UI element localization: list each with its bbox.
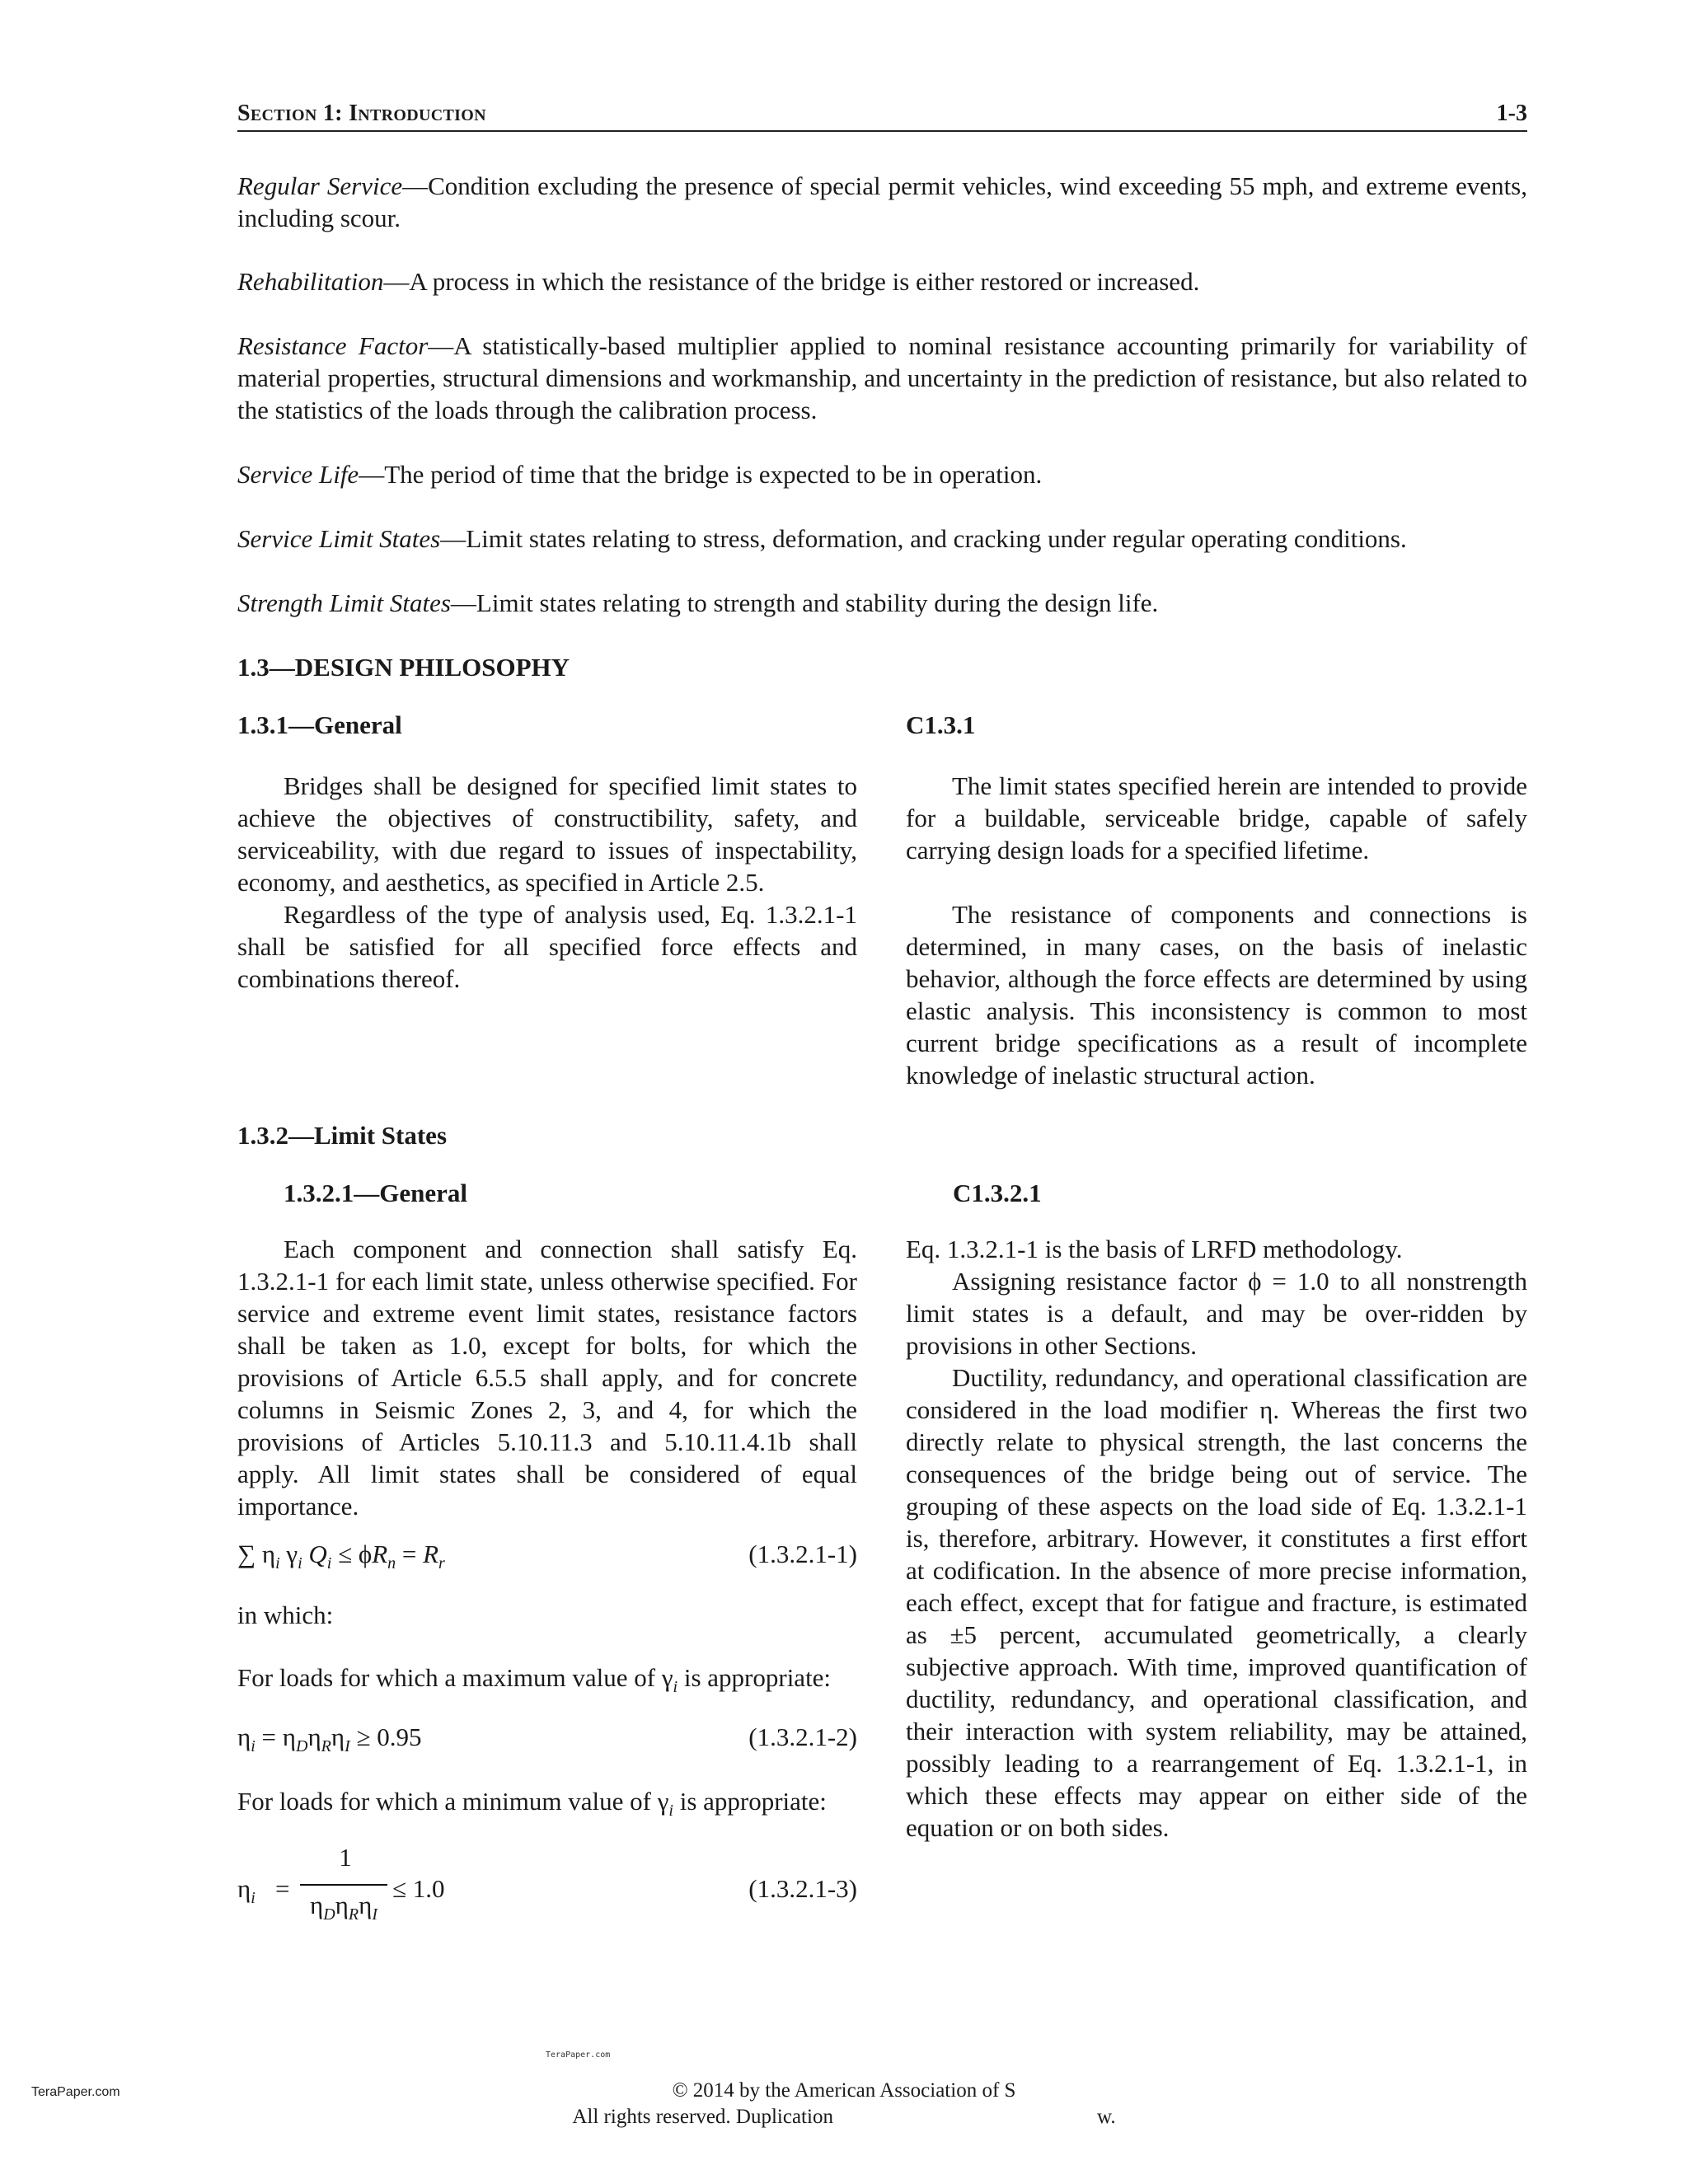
section-heading-design-philosophy: 1.3—DESIGN PHILOSOPHY xyxy=(237,653,570,682)
watermark-left: TeraPaper.com xyxy=(31,2085,120,2099)
equation-expression: $\eta_i = \eta_D\eta_R\eta_I \ge 0.95$ xyxy=(237,1722,422,1756)
equation-number: (1.3.2.1-1) xyxy=(748,1540,857,1568)
equation-1-3-2-1-2 xyxy=(237,1722,857,1755)
equation-1-3-2-1-3 xyxy=(237,1843,857,1933)
definition-text: —Limit states relating to strength and stability during the design life. xyxy=(450,588,1159,617)
definition-term: Service Life xyxy=(237,460,359,489)
definition-term: Resistance Factor xyxy=(237,331,429,360)
definition-regular-service xyxy=(237,170,1527,234)
definition-rehabilitation xyxy=(237,265,1527,298)
fraction-bar xyxy=(300,1884,387,1886)
definition-term: Service Limit States xyxy=(237,524,441,553)
fraction-expression: $\eta_i$ = 1 $\eta_D\eta_R\eta_I$ ≤ 1.0 xyxy=(237,1843,445,1924)
definition-service-limit-states xyxy=(237,523,1527,555)
rights-line: All rights reserved. Duplication w. xyxy=(572,2106,1116,2128)
definition-strength-limit-states xyxy=(237,587,1527,619)
fraction-numerator: 1 xyxy=(339,1843,352,1872)
definition-term: Strength Limit States xyxy=(237,588,451,617)
heading-1-3-2-1-general: 1.3.2.1—General xyxy=(284,1179,467,1207)
equation-number: (1.3.2.1-3) xyxy=(748,1874,857,1903)
in-which-label: in which: xyxy=(237,1601,334,1629)
max-value-statement: For loads for which a maximum value of $\gamma_i$ is appropriate: xyxy=(237,1663,832,1697)
heading-c1-3-2-1: C1.3.2.1 xyxy=(953,1179,1042,1207)
definition-term: Rehabilitation xyxy=(237,267,384,296)
page-number: 1-3 xyxy=(1496,101,1527,126)
limit-states-paragraph-1: Each component and connection shall satisfy Eq. 1.3.2.1-1 for each limit state, unless otherwise specified. For service and extreme event limit states, resistance factors shall be taken as 1.0, except for bolts, for which the provisions of Article 6.5.5 shall apply, and for concrete columns in Seismic Zones 2, 3, and 4, for which the provisions of Articles 5.10.11.3 and 5.10.11.4.1b shall apply. All limit states shall be considered of equal importance. xyxy=(237,1235,857,1521)
heading-c1-3-1: C1.3.1 xyxy=(906,710,976,739)
equation-number: (1.3.2.1-2) xyxy=(748,1722,857,1751)
definition-resistance-factor xyxy=(237,330,1527,426)
running-header xyxy=(237,101,1527,132)
copyright-line: © 2014 by the American Association of S xyxy=(672,2079,1016,2102)
commentary-c1-3-2-1-paragraph-1: Eq. 1.3.2.1-1 is the basis of LRFD methodology. xyxy=(906,1235,1403,1263)
equation-expression: ∑ $\eta_i$ $\gamma_i$ $Q_i \le \phi R_n = R_r$ xyxy=(237,1540,445,1573)
commentary-c1-3-1-paragraph-1: The limit states specified herein are intended to provide for a buildable, serviceable bridge, capable of safely carrying design loads for a specified lifetime. xyxy=(906,771,1527,865)
general-paragraph-1: Bridges shall be designed for specified limit states to achieve the objectives of constructibility, safety, and serviceability, with due regard to issues of inspectability, economy, and aesthetics, as specified in Article 2.5. xyxy=(237,771,857,897)
section-title-header: Section 1: Introduction xyxy=(237,101,486,126)
definition-text: —Limit states relating to stress, deformation, and cracking under regular operating conditions. xyxy=(440,524,1407,553)
definition-term: Regular Service xyxy=(237,171,403,200)
copyright-footer xyxy=(412,2078,1276,2130)
definition-text: —A statistically-based multiplier applied to nominal resistance accounting primarily for variability of material properties, structural dimensions and workmanship, and uncertainty in the prediction of resistance, but also related to the statistics of the loads through the calibration process. xyxy=(237,331,1527,424)
min-value-statement: For loads for which a minimum value of $\gamma_i$ is appropriate: xyxy=(237,1787,827,1821)
heading-1-3-2-limit-states: 1.3.2—Limit States xyxy=(237,1121,448,1150)
equation-1-3-2-1-1 xyxy=(237,1540,857,1572)
watermark-small: TeraPaper.com xyxy=(546,2050,611,2060)
fraction-denominator: $\eta_D\eta_R\eta_I$ xyxy=(310,1891,377,1924)
definition-text: —Condition excluding the presence of special permit vehicles, wind exceeding 55 mph, and extreme events, including scour. xyxy=(237,171,1527,232)
definition-text: —A process in which the resistance of the bridge is either restored or increased. xyxy=(383,267,1200,296)
definition-text: —The period of time that the bridge is expected to be in operation. xyxy=(359,460,1043,489)
commentary-c1-3-1-paragraph-2: The resistance of components and connections is determined, in many cases, on the basis of inelastic behavior, although the force effects are determined by using elastic analysis. This inconsistency is common to most current bridge specifications as a result of incomplete knowledge of inelastic structural action. xyxy=(906,900,1527,1090)
heading-1-3-1-general: 1.3.1—General xyxy=(237,710,402,739)
commentary-c1-3-2-1-paragraph-3: Ductility, redundancy, and operational classification are considered in the load modifier η. Whereas the first two directly relate to physical strength, the last concerns the consequences of the bridge being out of service. The grouping of these aspects on the load side of Eq. 1.3.2.1-1 is, therefore, arbitrary. However, it constitutes a first effort at codification. In the absence of more precise information, each effect, except that for fatigue and fracture, is estimated as ±5 percent, accumulated geometrically, a clearly subjective approach. With time, improved quantification of ductility, redundancy, and operational classification, and their interaction with system reliability, may be attained, possibly leading to a rearrangement of Eq. 1.3.2.1-1, in which these effects may appear on either side of the equation or on both sides. xyxy=(906,1363,1527,1842)
definition-service-life xyxy=(237,458,1527,490)
general-paragraph-2: Regardless of the type of analysis used, Eq. 1.3.2.1-1 shall be satisfied for all specified force effects and combinations thereof. xyxy=(237,900,857,993)
commentary-c1-3-2-1-paragraph-2: Assigning resistance factor ϕ = 1.0 to all nonstrength limit states is a default, and may be over-ridden by provisions in other Sections. xyxy=(906,1267,1527,1360)
